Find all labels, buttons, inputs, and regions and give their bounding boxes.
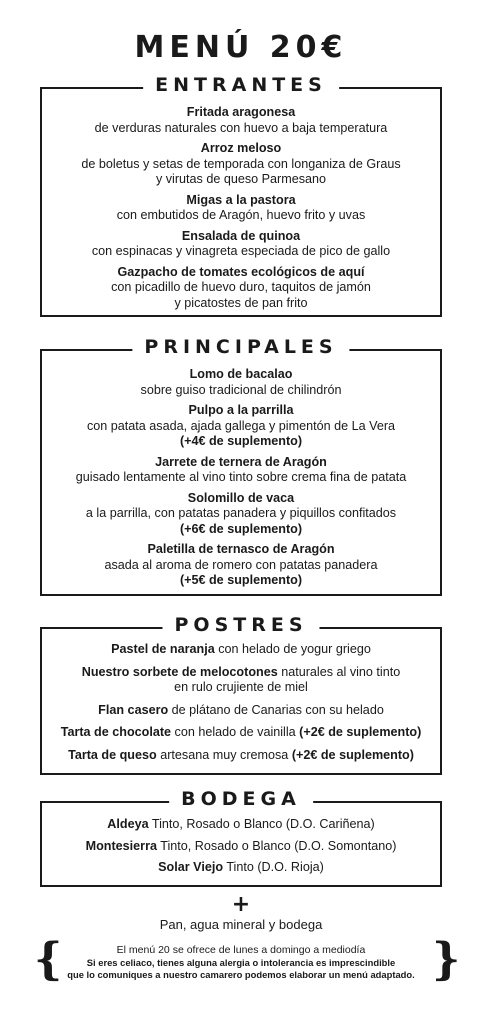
dessert-name: Pastel de naranja bbox=[111, 642, 215, 656]
wine-name: Solar Viejo bbox=[158, 860, 224, 874]
section-heading-principales: PRINCIPALES bbox=[132, 336, 349, 358]
section-heading-bodega: BODEGA bbox=[169, 788, 313, 810]
section-principales bbox=[40, 336, 442, 596]
section-postres bbox=[40, 614, 442, 775]
wine-description: Tinto, Rosado o Blanco (D.O. Somontano) bbox=[160, 838, 397, 853]
wine-name: Montesierra bbox=[85, 838, 157, 853]
dish-item bbox=[42, 403, 440, 450]
dish-description: de verduras naturales con huevo a baja temperatura bbox=[94, 120, 388, 135]
wine-name: Aldeya bbox=[107, 817, 149, 831]
dish-description: y virutas de queso Parmesano bbox=[155, 172, 327, 186]
dessert-item bbox=[42, 703, 440, 719]
dish-description: de boletus y setas de temporada con longaniza de Graus bbox=[81, 156, 401, 171]
dish-item bbox=[42, 491, 440, 538]
dish-name: Solomillo de vaca bbox=[187, 490, 295, 505]
dessert-description: en rulo crujiente de miel bbox=[174, 680, 308, 694]
dish-item bbox=[42, 141, 440, 188]
dish-name: Ensalada de quinoa bbox=[181, 228, 301, 243]
dish-description: guisado lentamente al vino tinto sobre crema fina de patata bbox=[75, 470, 407, 484]
left-brace-icon: { bbox=[34, 934, 63, 985]
dessert-description: con helado de vainilla bbox=[174, 725, 296, 739]
dish-name: Jarrete de ternera de Aragón bbox=[155, 454, 327, 469]
wine-item bbox=[42, 817, 440, 833]
wine-item bbox=[42, 839, 440, 855]
dish-description: con embutidos de Aragón, huevo frito y uvas bbox=[116, 208, 366, 222]
dessert-description: de plátano de Canarias con su helado bbox=[171, 702, 384, 717]
dish-item bbox=[42, 229, 440, 260]
dish-name: Migas a la pastora bbox=[186, 192, 296, 207]
supplement-price: (+5€ de suplemento) bbox=[179, 573, 303, 587]
dish-description: asada al aroma de romero con patatas panadera bbox=[104, 557, 378, 572]
dish-name: Fritada aragonesa bbox=[186, 105, 296, 119]
supplement-price: (+2€ de suplemento) bbox=[299, 725, 422, 739]
wine-description: Tinto (D.O. Rioja) bbox=[226, 860, 324, 874]
dish-name: Paletilla de ternasco de Aragón bbox=[147, 542, 335, 556]
footer-availability: El menú 20 se ofrece de lunes a domingo a mediodía bbox=[116, 944, 366, 956]
dish-name: Lomo de bacalao bbox=[189, 367, 293, 381]
dessert-description: artesana muy cremosa bbox=[160, 747, 289, 762]
section-entrantes bbox=[40, 74, 442, 317]
supplement-price: (+4€ de suplemento) bbox=[179, 434, 303, 448]
right-brace-icon: } bbox=[432, 934, 461, 985]
dessert-description: naturales al vino tinto bbox=[281, 664, 401, 679]
dessert-name: Nuestro sorbete de melocotones bbox=[81, 664, 278, 679]
wine-description: Tinto, Rosado o Blanco (D.O. Cariñena) bbox=[151, 817, 375, 831]
dish-name: Arroz meloso bbox=[200, 141, 282, 155]
dish-name: Gazpacho de tomates ecológicos de aquí bbox=[117, 264, 365, 279]
dessert-description: con helado de yogur griego bbox=[218, 642, 371, 656]
dish-item bbox=[42, 542, 440, 589]
dish-item bbox=[42, 193, 440, 224]
dish-name: Pulpo a la parrilla bbox=[188, 403, 294, 417]
supplement-price: (+2€ de suplemento) bbox=[291, 747, 414, 762]
menu-title: MENÚ 20€ bbox=[134, 30, 348, 65]
dessert-name: Tarta de chocolate bbox=[60, 725, 172, 739]
plus-icon: + bbox=[231, 892, 251, 917]
dessert-item bbox=[42, 642, 440, 658]
footer-allergy-notice: Si eres celiaco, tienes alguna alergia o intolerancia es imprescindible bbox=[86, 957, 396, 968]
supplement-price: (+6€ de suplemento) bbox=[179, 521, 303, 536]
dish-description: a la parrilla, con patatas panadera y piquillos confitados bbox=[85, 506, 397, 520]
dish-item bbox=[42, 367, 440, 398]
dish-description: con picadillo de huevo duro, taquitos de jamón bbox=[111, 280, 371, 294]
dessert-name: Tarta de queso bbox=[68, 747, 157, 762]
footer-note bbox=[36, 944, 446, 981]
dish-description: con espinacas y vinagreta especiada de pico de gallo bbox=[91, 244, 391, 258]
dessert-item bbox=[42, 725, 440, 741]
dish-description: sobre guiso tradicional de chilindrón bbox=[140, 382, 342, 397]
dish-description: con patata asada, ajada gallega y pimentón de La Vera bbox=[86, 418, 396, 433]
dish-description: y picatostes de pan frito bbox=[174, 295, 308, 310]
footer-allergy-notice: que lo comuniques a nuestro camarero podemos elaborar un menú adaptado. bbox=[67, 969, 415, 980]
dish-item bbox=[42, 105, 440, 136]
section-bodega bbox=[40, 788, 442, 887]
dish-item bbox=[42, 265, 440, 312]
dish-item bbox=[42, 455, 440, 486]
wine-item bbox=[42, 860, 440, 876]
dessert-name: Flan casero bbox=[98, 702, 169, 717]
dessert-item bbox=[42, 665, 440, 696]
extras-text: Pan, agua mineral y bodega bbox=[159, 917, 323, 932]
section-heading-postres: POSTRES bbox=[162, 614, 319, 636]
section-heading-entrantes: ENTRANTES bbox=[143, 74, 339, 96]
dessert-item bbox=[42, 748, 440, 764]
